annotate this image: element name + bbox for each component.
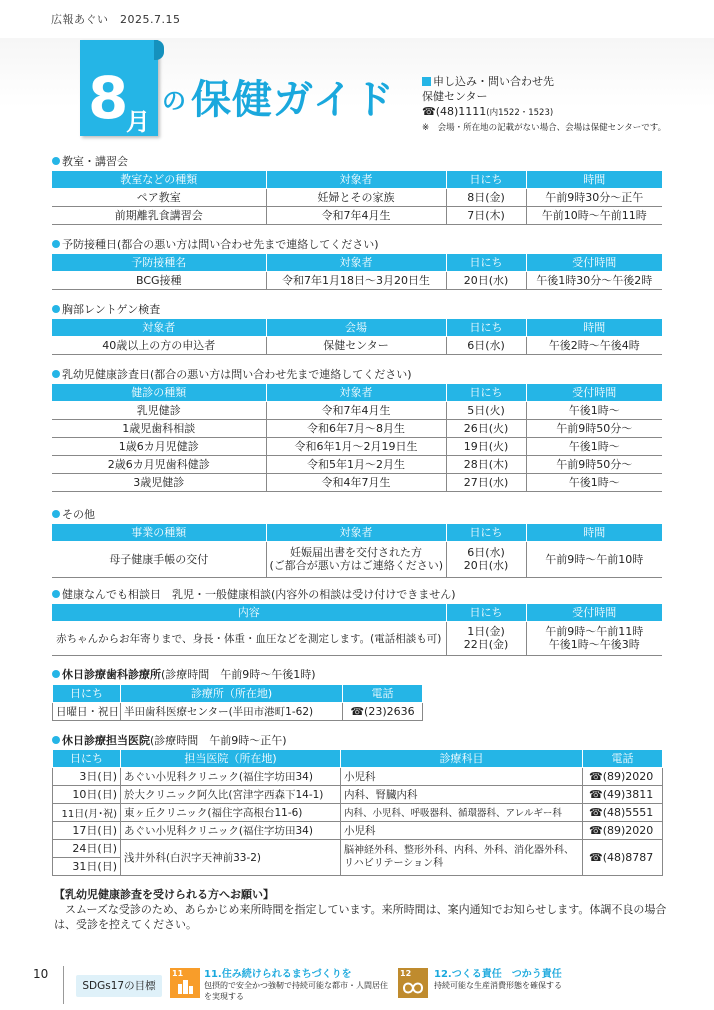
col-header: 電話 <box>583 750 663 767</box>
col-header: 対象者 <box>266 384 446 401</box>
col-header: 日にち <box>446 384 526 401</box>
cell <box>446 621 526 655</box>
col-header: 教室などの種類 <box>52 171 266 188</box>
section-vaccination-title <box>52 238 379 252</box>
bullet-icon <box>52 736 60 744</box>
cell-line: 脳神経外科、整形外科、内科、外科、消化器外科、 <box>344 845 574 856</box>
notice-title: 【乳幼児健康診査を受けられる方へお願い】 <box>54 888 274 901</box>
col-header: 会場 <box>266 319 446 336</box>
cell: 10日(日) <box>53 785 121 803</box>
cell <box>266 541 446 577</box>
phone-cell[interactable]: ☎(89)2020 <box>583 821 663 839</box>
col-header: 診療所（所在地) <box>121 685 343 702</box>
cell: 7日(木) <box>446 206 526 224</box>
cell: 26日(火) <box>446 419 526 437</box>
col-header: 対象者 <box>52 319 266 336</box>
cell-line: 6日(水) <box>467 546 505 559</box>
bullet-icon <box>52 240 60 248</box>
cell: 半田歯科医療センター(半田市港町1-62) <box>121 702 343 720</box>
cell: 午前9時30分～正午 <box>526 188 662 206</box>
section-sub: (診療時間 午前9時～正午) <box>150 734 287 747</box>
section-label: 乳幼児健康診査日(都合の悪い方は問い合わせ先まで連絡してください) <box>62 368 412 381</box>
section-sub: (診療時間 午前9時～午後1時) <box>161 668 316 681</box>
col-header: 電話 <box>343 685 423 702</box>
cell: 令和4年7月生 <box>266 473 446 491</box>
table-row <box>52 437 662 455</box>
cell: 午前9時～午前10時 <box>526 541 662 577</box>
cell: 3日(日) <box>53 767 121 785</box>
contact-tel[interactable]: ☎(48)1111 <box>422 105 487 118</box>
cell: 8日(金) <box>446 188 526 206</box>
table-row <box>52 271 662 289</box>
cell: 令和7年4月生 <box>266 401 446 419</box>
cell: 午前9時50分～ <box>526 455 662 473</box>
phone-cell[interactable]: ☎(48)8787 <box>583 839 663 875</box>
table-row <box>52 206 662 224</box>
goal-desc: 包摂的で安全かつ強靭で持続可能な都市・人間居住 <box>204 981 388 990</box>
cell: 令和5年1月～2月生 <box>266 455 446 473</box>
col-header: 対象者 <box>266 171 446 188</box>
phone-cell[interactable]: ☎(23)2636 <box>343 702 423 720</box>
section-xray-title <box>52 303 160 317</box>
cell <box>526 621 662 655</box>
section-label: 休日診療歯科診療所 <box>62 668 161 681</box>
cell: 浅井外科(白沢字天神前33-2) <box>121 839 341 875</box>
cell-line: 20日(水) <box>463 559 509 572</box>
contact-label: 申し込み・問い合わせ先 <box>433 75 554 88</box>
col-header: 診療科目 <box>341 750 583 767</box>
bullet-icon <box>52 670 60 678</box>
cell: 午前10時～午前11時 <box>526 206 662 224</box>
cell: 乳児健診 <box>52 401 266 419</box>
cell <box>446 541 526 577</box>
notice <box>54 887 674 932</box>
cell: 小児科 <box>341 767 583 785</box>
table-row <box>52 541 662 577</box>
cell-line: 1日(金) <box>467 625 505 638</box>
bullet-icon <box>52 590 60 598</box>
cell-line: リハビリテーション科 <box>344 858 444 869</box>
contact-note: ※ 会場・所在地の記載がない場合、会場は保健センターです。 <box>422 123 667 133</box>
col-header: 時間 <box>526 524 662 541</box>
section-label: その他 <box>62 508 95 521</box>
cell <box>341 839 583 875</box>
section-other-title <box>52 508 95 522</box>
cell: 赤ちゃんからお年寄りまで、身長・体重・血圧などを測定します。(電話相談も可) <box>52 621 446 655</box>
cell: 令和6年1月～2月19日生 <box>266 437 446 455</box>
cell: 31日(日) <box>53 857 121 875</box>
cell: 3歳児健診 <box>52 473 266 491</box>
cell: BCG接種 <box>52 271 266 289</box>
col-header: 日にち <box>53 685 121 702</box>
cell: 17日(日) <box>53 821 121 839</box>
col-header: 日にち <box>446 524 526 541</box>
cell-line: 妊娠届出書を交付された方 <box>290 546 422 559</box>
consultation-table <box>52 604 662 656</box>
table-row <box>52 621 662 655</box>
col-header: 日にち <box>446 171 526 188</box>
cell: 午前9時50分～ <box>526 419 662 437</box>
col-header: 対象者 <box>266 524 446 541</box>
bullet-icon <box>52 157 60 165</box>
square-icon <box>422 77 431 86</box>
goal-desc: を実現する <box>204 992 244 1001</box>
cell-line: 午前9時～午前11時 <box>545 625 644 638</box>
phone-cell[interactable]: ☎(49)3811 <box>583 785 663 803</box>
phone-cell[interactable]: ☎(48)5551 <box>583 803 663 821</box>
cell: 1歳6カ月児健診 <box>52 437 266 455</box>
table-row <box>52 419 662 437</box>
table-row <box>53 803 663 821</box>
bullet-icon <box>52 510 60 518</box>
cell: 2歳6カ月児歯科健診 <box>52 455 266 473</box>
col-header: 受付時間 <box>526 604 662 621</box>
table-row <box>52 455 662 473</box>
goal-title: 11.住み続けられるまちづくりを <box>204 969 352 980</box>
month-suffix: 月 <box>126 108 150 136</box>
col-header: 事業の種類 <box>52 524 266 541</box>
section-classes-title <box>52 155 128 169</box>
table-row <box>53 839 663 857</box>
col-header: 担当医院（所在地) <box>121 750 341 767</box>
title-main: 保健ガイド <box>191 77 395 123</box>
cell: 20日(水) <box>446 271 526 289</box>
classes-table <box>52 171 662 225</box>
goal-title: 12.つくる責任 つかう責任 <box>434 969 562 980</box>
col-header: 日にち <box>53 750 121 767</box>
col-header: 内容 <box>52 604 446 621</box>
xray-table <box>52 319 662 355</box>
goal-number: 12 <box>400 969 412 978</box>
page-title <box>162 76 395 125</box>
cell: 1歳児歯科相談 <box>52 419 266 437</box>
cell: あぐい小児科クリニック(福住字坊田34) <box>121 821 341 839</box>
cell-line: 午後1時～午後3時 <box>548 638 640 651</box>
cell: 母子健康手帳の交付 <box>52 541 266 577</box>
cell-line: (ご都合が悪い方はご連絡ください) <box>269 559 444 572</box>
contact-place: 保健センター <box>422 90 488 103</box>
contact-ext: (内1522・1523) <box>486 108 554 118</box>
col-header: 対象者 <box>266 254 446 271</box>
cell: 内科、小児科、呼吸器科、循環器科、アレルギー科 <box>341 803 583 821</box>
cell: 11日(月･祝) <box>53 803 121 821</box>
table-row <box>52 188 662 206</box>
cell: 午後1時～ <box>526 473 662 491</box>
cell: 19日(火) <box>446 437 526 455</box>
cell: 小児科 <box>341 821 583 839</box>
cell: 6日(水) <box>446 336 526 354</box>
infant-checkup-table <box>52 384 662 492</box>
col-header: 健診の種類 <box>52 384 266 401</box>
cell: 日曜日・祝日 <box>53 702 121 720</box>
bullet-icon <box>52 305 60 313</box>
col-header: 日にち <box>446 604 526 621</box>
cell: 27日(水) <box>446 473 526 491</box>
section-label: 予防接種日(都合の悪い方は問い合わせ先まで連絡してください) <box>62 238 379 251</box>
cell: 40歳以上の方の申込者 <box>52 336 266 354</box>
month-tag <box>80 40 158 136</box>
col-header: 時間 <box>526 319 662 336</box>
cell: 保健センター <box>266 336 446 354</box>
table-row <box>52 336 662 354</box>
sdg-goal-11-icon <box>170 968 200 998</box>
sdg-goal-11-text <box>204 969 388 1002</box>
other-table <box>52 524 662 578</box>
section-label: 教室・講習会 <box>62 155 128 168</box>
cell: 午後1時～ <box>526 437 662 455</box>
cell: あぐい小児科クリニック(福住字坊田34) <box>121 767 341 785</box>
goal-desc: 持続可能な生産消費形態を確保する <box>434 981 562 990</box>
cell: 令和7年4月生 <box>266 206 446 224</box>
title-particle: の <box>162 87 187 115</box>
phone-cell[interactable]: ☎(89)2020 <box>583 767 663 785</box>
cell: 午後1時～ <box>526 401 662 419</box>
table-row <box>53 821 663 839</box>
col-header: 時間 <box>526 171 662 188</box>
sdg-label: SDGs17の目標 <box>76 975 162 997</box>
cell: 於大クリニック阿久比(宮津字西森下14-1) <box>121 785 341 803</box>
holiday-clinic-table <box>52 750 663 876</box>
cell: 令和7年1月18日～3月20日生 <box>266 271 446 289</box>
sdg-goal-12-text <box>434 969 562 991</box>
table-row <box>52 473 662 491</box>
section-consultation-title <box>52 588 456 602</box>
cell: 令和6年7月～8月生 <box>266 419 446 437</box>
col-header: 受付時間 <box>526 254 662 271</box>
section-label: 休日診療担当医院 <box>62 734 150 747</box>
vaccination-table <box>52 254 662 290</box>
section-label: 健康なんでも相談日 乳児・一般健康相談(内容外の相談は受け付けできません) <box>62 588 456 601</box>
col-header: 予防接種名 <box>52 254 266 271</box>
page-number: 10 <box>33 967 49 981</box>
table-row <box>53 767 663 785</box>
notice-body: スムーズな受診のため、あらかじめ来所時間を指定しています。来所時間は、案内通知でお知らせします。体調不良の場合は、受診を控えてください。 <box>54 903 667 931</box>
cell: ペア教室 <box>52 188 266 206</box>
cell: 東ヶ丘クリニック(福住字高根台11-6) <box>121 803 341 821</box>
cell: 妊婦とその家族 <box>266 188 446 206</box>
section-dental-title <box>52 668 316 682</box>
cell: 24日(日) <box>53 839 121 857</box>
issue-header: 広報あぐい 2025.7.15 <box>51 13 181 26</box>
table-row <box>53 702 423 720</box>
cell-line: 22日(金) <box>463 638 509 651</box>
section-infant-checkup-title <box>52 368 412 382</box>
contact-info <box>422 74 666 136</box>
col-header: 日にち <box>446 254 526 271</box>
section-holiday-clinic-title <box>52 734 287 748</box>
divider <box>63 966 64 1004</box>
table-row <box>52 401 662 419</box>
cell: 前期離乳食講習会 <box>52 206 266 224</box>
goal-number: 11 <box>172 969 184 978</box>
section-label: 胸部レントゲン検査 <box>62 303 161 316</box>
sdg-goal-12-icon <box>398 968 428 998</box>
cell: 午後2時～午後4時 <box>526 336 662 354</box>
cell: 28日(木) <box>446 455 526 473</box>
cell: 内科、腎臓内科 <box>341 785 583 803</box>
month-number: 8 <box>88 64 129 132</box>
col-header: 受付時間 <box>526 384 662 401</box>
table-row <box>53 785 663 803</box>
dental-table <box>52 685 423 721</box>
cell: 午後1時30分～午後2時 <box>526 271 662 289</box>
cell: 5日(火) <box>446 401 526 419</box>
bullet-icon <box>52 370 60 378</box>
col-header: 日にち <box>446 319 526 336</box>
